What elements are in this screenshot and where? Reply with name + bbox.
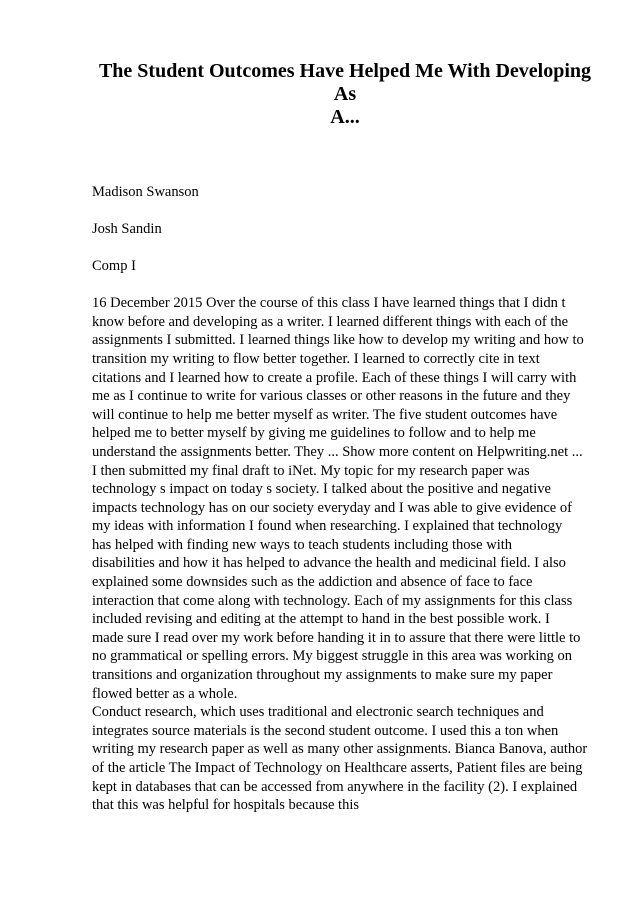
author-name: Madison Swanson (92, 183, 199, 200)
document-title: The Student Outcomes Have Helped Me With Developing As A... (98, 60, 592, 128)
instructor-name: Josh Sandin (92, 220, 162, 237)
document-header (92, 164, 598, 294)
paragraph-1: 16 December 2015 Over the course of this class I have learned things that I didn t know before and developing as a writer. I learned different things with each of the assignments I submitted. I learned things like how to develop my writing and how to transition my writing to flow better together. I learned to correctly cite in text citations and I learned how to create a profile. Each of these things I will carry with me as I continue to write for various classes or other reasons in the future and they will continue to help me better myself as writer. The five student outcomes have helped me to better myself by giving me guidelines to follow and to help me understand the assignments better. They ... Show more content on Helpwriting.net ... I then submitted my final draft to iNet. My topic for my research paper was technology s impact on today s society. I talked about the positive and negative impacts technology has on our society everyday and I was able to give evidence of my ideas with information I found when researching. I explained that technology has helped with finding new ways to teach students including those with disabilities and how it has helped to advance the health and medicinal field. I also explained some downsides such as the addiction and absence of face to face interaction that come along with technology. Each of my assignments for this class included revising and editing at the attempt to hand in the best possible work. I made sure I read over my work before handing it in to assure that there were little to no grammatical or spelling errors. My biggest struggle in this area was working on transitions and organization throughout my assignments to make sure my paper flowed better as a whole. (92, 295, 584, 702)
course-name: Comp I (92, 257, 136, 274)
paragraph-2: Conduct research, which uses traditional and electronic search techniques and integrates source materials is the second student outcome. I used this a ton when writing my research paper as well as many other assignments. Bianca Banova, author of the article The Impact of Technology on Healthcare asserts, Patient files are being kept in databases that can be accessed from anywhere in the facility (2). I explained that this was helpful for hospitals because this (92, 704, 588, 814)
